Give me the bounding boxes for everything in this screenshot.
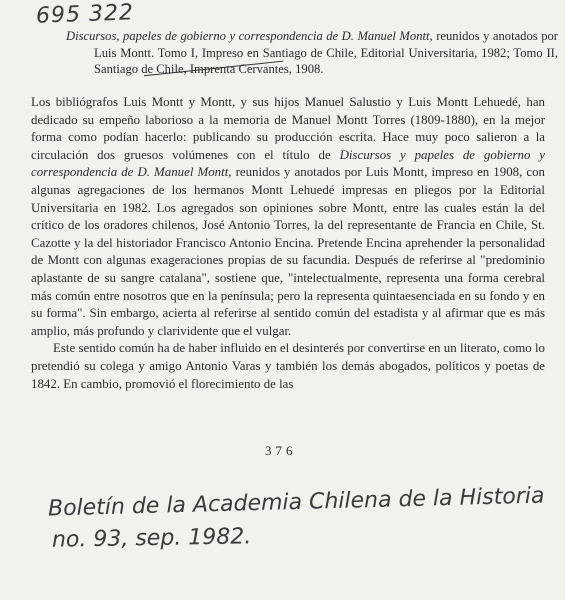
handwritten-source-line-2: no. 93, sep. 1982.: [51, 524, 252, 553]
paragraph-1: [31, 94, 545, 340]
paragraph-1-part-b: reunidos y anotados por Luis Montt, impreso en 1908, con algunas agregaciones de los hermanos Montt Lehuedé impresas en pliegos por la Editorial Universitaria en 1982. Los agregados son opiniones sobre Montt, entre las cuales están la del crítico de los oradores chilenos, José Antonio Torres, la del representante de Francia en Chile, St. Cazotte y la del historiador Francisco Antonio Encina. Pretende Encina aprehender la personalidad de Montt con algunas exageraciones propias de su facundia. Después de referirse al "predominio aplastante de su sangre catalana", sostiene que, "intelectualmente, representa una forma cerebral más común entre nosotros que en la península; pero la representa quintaesenciada en su fondo y en su forma". Sin embargo, acierta al referirse al sentido común del estadista y al afirmar que es más amplio, más profundo y clarividente que el vulgar.: [31, 165, 545, 338]
handwritten-catalog-number: 695 322: [35, 0, 135, 29]
citation-title: Discursos, papeles de gobierno y correspondencia de D. Manuel Montt,: [66, 29, 433, 43]
paragraph-1-book-title: Discursos y papeles de gobierno y correspondencia de D. Manuel Montt,: [31, 147, 545, 180]
citation-details: reunidos y anotados por Luis Montt. Tomo I, Impreso en Santiago de Chile, Editorial Universitaria, 1982; Tomo II, Santiago de Chile, Imprenta Cervantes, 1908.: [94, 29, 558, 76]
paragraph-1-part-a: Los bibliógrafos Luis Montt y Montt, y sus hijos Manuel Salustio y Luis Montt Lehuedé, han dedicado su empeño laborioso a la memoria de Manuel Montt Torres (1809-1880), en la mejor forma como podían hacerlo: publicando su producción escrita. Hace muy poco salieron a la circulación dos gruesos volúmenes con el título de: [31, 95, 545, 162]
page-number: 376: [265, 443, 297, 458]
review-body: [31, 94, 545, 393]
bibliographic-citation: [66, 28, 558, 78]
paragraph-2: Este sentido común ha de haber influido en el desinterés por convertirse en un literato, como lo pretendió su colega y amigo Antonio Varas y también los demás abogados, políticos y poetas de 1842. En cambio, promovió el florecimiento de las: [31, 341, 545, 391]
handwritten-source-line-1: Boletín de la Academia Chilena de la Historia: [47, 483, 545, 522]
